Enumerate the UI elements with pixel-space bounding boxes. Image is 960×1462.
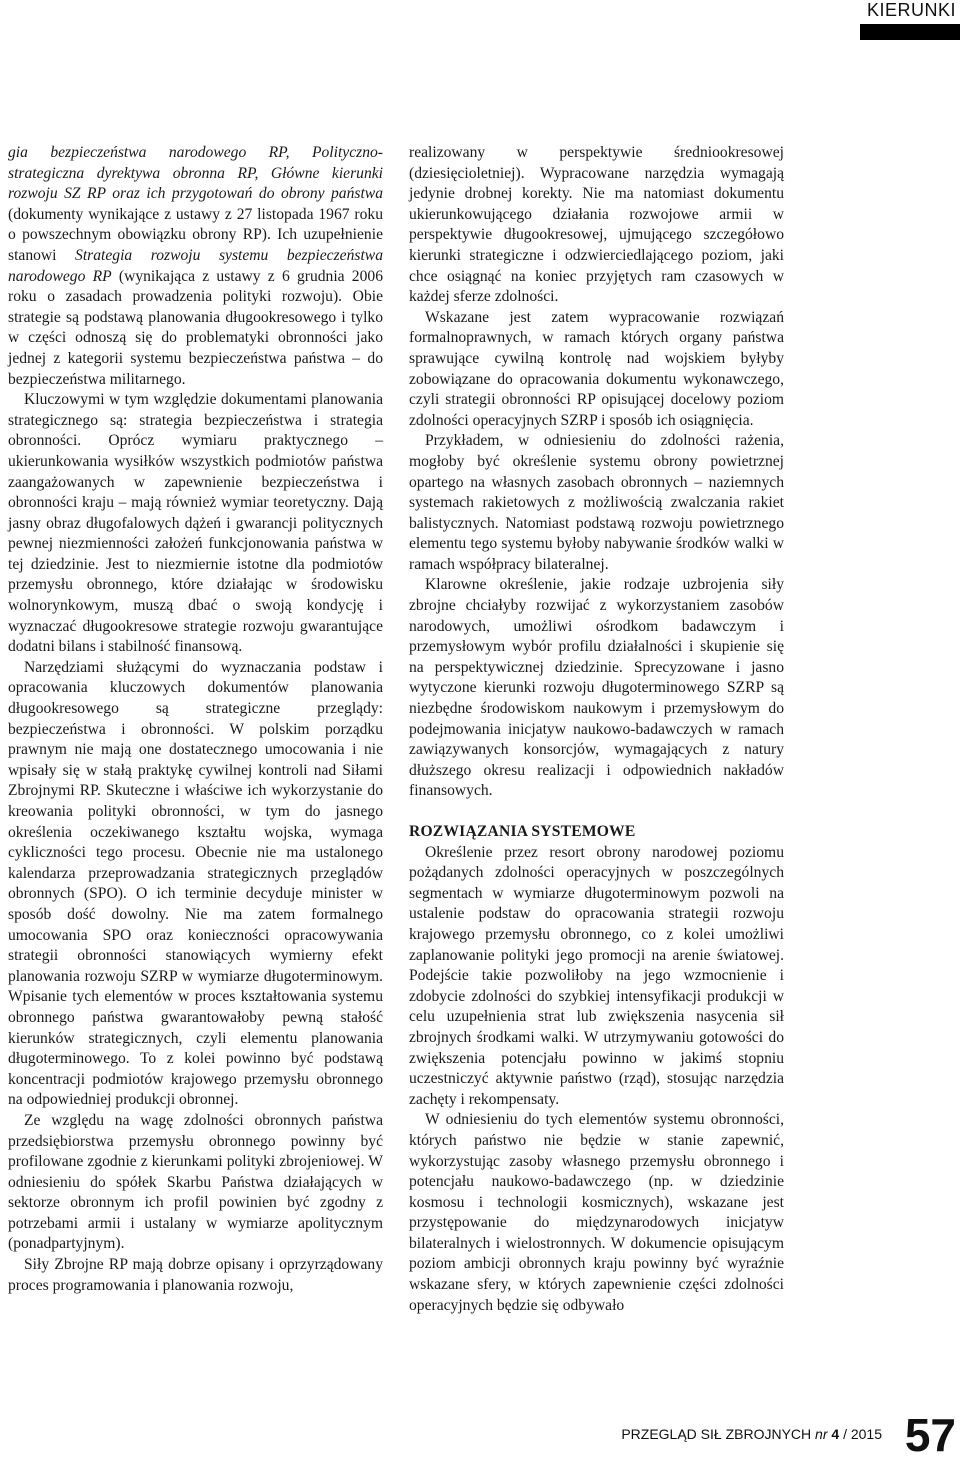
paragraph: Przykładem, w odniesieniu do zdolności rażenia, mogłoby być określenie systemu obrony powietrznej opartego na własnych zasobach obronnych – naziemnych systemach rakietowych z możliwością zwalczania rakiet balistycznych. Natomiast podstawą rozwoju powietrznego elementu tego systemu byłoby nabywanie środków walki w ramach współpracy bilateralnej.: [409, 432, 784, 573]
paragraph: Ze względu na wagę zdolności obronnych państwa przedsiębiorstwa przemysłu obronnego powinny być profilowane zgodnie z kierunkami polityki zbrojeniowej. W odniesieniu do spółek Skarbu Państwa działających w sektorze obronnym ich profil powinien być zgodny z potrzebami armii i ustalany w wymiarze apolitycznym (ponadpartyjnym).: [8, 1111, 383, 1253]
issue-number: 4: [831, 1426, 840, 1442]
paragraph: Określenie przez resort obrony narodowej poziomu pożądanych zdolności operacyjnych w poszczególnych segmentach w wymiarze długoterminowym pozwoli na ustalenie podstaw do opracowania strategii rozwoju krajowego przemysłu obronnego, co z kolei umożliwi zaplanowanie polityki jego promocji na arenie światowej. Podejście takie pozwoliłoby na jego wzmocnienie i zdobycie zdolności do szybkiej intensyfikacji produkcji w celu uzupełnienia strat lub zwiększenia nasycenia sił zbrojnych środkami walki. W utrzymywaniu gotowości do zwiększenia potencjału powinno w jakimś stopniu uczestniczyć aktywnie państwo (rząd), stosując narzędzia zachęty i rekompensaty.: [409, 843, 784, 1108]
issue-separator: /: [843, 1426, 847, 1442]
right-column: [409, 143, 784, 1316]
section-bar: [860, 24, 960, 40]
paragraph: Siły Zbrojne RP mają dobrze opisany i oprzyrządowany proces programowania i planowania rozwoju,: [8, 1256, 383, 1294]
section-heading: ROZWIĄZANIA SYSTEMOWE: [409, 823, 636, 840]
text-run: (dokumenty wynikające z ustawy z 27 listopada 1967 roku o powszechnym obowiązku obrony RP). Ich uzupełnienie stanowi: [8, 205, 383, 264]
paragraph: realizowany w perspektywie średniookresowej (dziesięcioletniej). Wypracowane narzędzia wymagają jedynie drobnej korekty. Nie ma natomiast dokumentu ukierunkowującego działania rozwojowe armii w perspektywie długookresowej, ujmującego szczegółowo kierunki strategiczne i odzwierciedlającego poziom, jaki chce osiągnąć na koniec przyjętych ram czasowych w każdej sferze zdolności.: [409, 144, 784, 306]
section-label: KIERUNKI: [866, 0, 956, 20]
issue-year: 2015: [850, 1426, 882, 1442]
journal-info: [621, 1426, 882, 1442]
page-footer: [400, 1402, 960, 1462]
section-tag: [860, 0, 960, 40]
paragraph: Wskazane jest zatem wypracowanie rozwiązań formalnoprawnych, w ramach których organy państwa sprawujące cywilną kontrolę nad wojskiem byłyby zobowiązane do opracowania dokumentu wykonawczego, czyli strategii obronności RP opisującej docelowy poziom zdolności operacyjnych SZRP i sposób ich osiągnięcia.: [409, 308, 784, 429]
left-column: [8, 143, 383, 1296]
italic-titles: gia bezpieczeństwa narodowego RP, Polityczno-strategiczna dyrektywa obronna RP, Główne kierunki rozwoju SZ RP oraz ich przygotowań do obrony państwa: [8, 144, 383, 203]
issue-label: nr: [815, 1426, 828, 1442]
paragraph: W odniesieniu do tych elementów systemu obronności, których państwo nie będzie w stanie zapewnić, wykorzystując zasoby własnego przemysłu obronnego i potencjału naukowo-badawczego (np. w dziedzinie kosmosu i technologii kosmicznych), wskazane jest przystępowanie do międzynarodowych inicjatyw bilateralnych i wielostronnych. W dokumencie opisującym poziom ambicji obronnych kraju powinny być wyraźnie wskazane sfery, w których zapewnienie części zdolności operacyjnych będzie się odbywało: [409, 1111, 784, 1314]
paragraph: Narzędziami służącymi do wyznaczania podstaw i opracowania kluczowych dokumentów planowania długookresowego są strategiczne przeglądy: bezpieczeństwa i obronności. W polskim porządku prawnym nie mają one dostatecznego umocowania i nie wpisały się w stałą praktykę cywilnej kontroli nad Siłami Zbrojnymi RP. Skuteczne i właściwe ich wykorzystanie do kreowania polityki obronności, w tym do jasnego określenia oczekiwanego kształtu wojska, wymaga cykliczności tego procesu. Obecnie nie ma ustalonego kalendarza przeprowadzania strategicznych przeglądów obronnych (SPO). O ich terminie decyduje minister w sposób dość dowolny. Nie ma zatem formalnego umocowania SPO oraz konieczności opracowywania strategii obronności stanowiących wymierny efekt planowania rozwoju SZRP w wymiarze długoterminowym. Wpisanie tych elementów w proces kształtowania systemu obronnego państwa gwarantowałoby pewną stałość kierunków strategicznych, czyli elementu planowania długoterminowego. To z kolei powinno być podstawą koncentracji podmiotów krajowego przemysłu obronnego na odpowiedniej produkcji obronnej.: [8, 658, 383, 1109]
text-run: (wynikająca z ustawy z 6 grudnia 2006 roku o zasadach prowadzenia polityki rozwoju). Obie strategie są podstawą planowania długookresowego i tylko w części odnoszą się do problematyki obronności jako jednej z kategorii systemu bezpieczeństwa państwa – do bezpieczeństwa militarnego.: [8, 267, 383, 388]
journal-title: PRZEGLĄD SIŁ ZBROJNYCH: [621, 1426, 812, 1442]
paragraph: Kluczowymi w tym względzie dokumentami planowania strategicznego są: strategia bezpieczeństwa i strategia obronności. Oprócz wymiaru praktycznego – ukierunkowania wysiłków wszystkich podmiotów państwa zaangażowanych w zapewnienie bezpieczeństwa i obronności kraju – mają również wymiar teoretyczny. Dają jasny obraz długofalowych dążeń i gwarancji politycznych pewnej niezmienności założeń funkcjonowania państwa w tej dziedzinie. Jest to niezmiernie istotne dla podmiotów przemysłu obronnego, które działając w środowisku wolnorynkowym, muszą dbać o swoją kondycję i wyznaczać długookresowe strategie rozwoju gwarantujące dodatni bilans i stabilność finansową.: [8, 391, 383, 656]
paragraph: Klarowne określenie, jakie rodzaje uzbrojenia siły zbrojne chciałyby rozwijać z wykorzystaniem zasobów narodowych, umożliwi ośrodkom badawczym i przemysłowym wybór profilu działalności i skupienie się na perspektywicznej dziedzinie. Sprecyzowane i jasno wytyczone kierunki rozwoju długoterminowego SZRP są niezbędne środowiskom naukowym i przemysłowym do podejmowania inicjatyw naukowo-badawczych w ramach zawiązywanych konsorcjów, wymagających z natury dłuższego okresu realizacji i odpowiednich nakładów finansowych.: [409, 576, 784, 800]
page-number: 57: [904, 1409, 956, 1461]
italic-title: Strategia rozwoju systemu bezpieczeństwa narodowego RP: [8, 246, 383, 285]
paragraph: [8, 143, 383, 390]
